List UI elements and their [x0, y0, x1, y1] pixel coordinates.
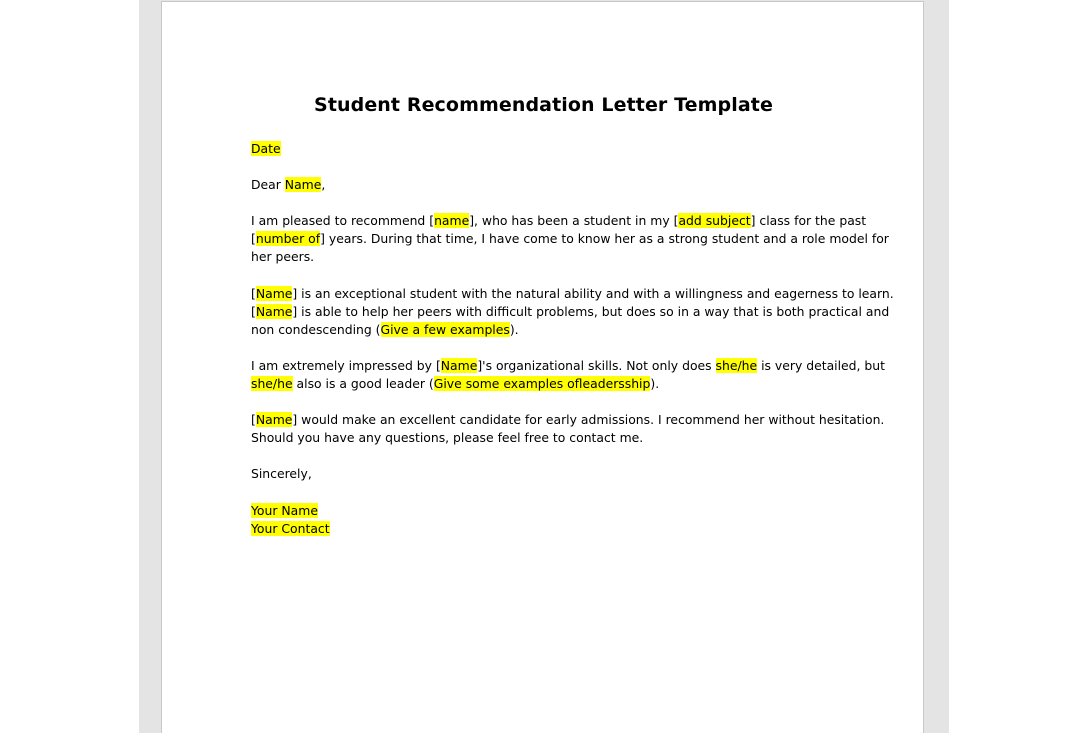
text-segment: also is a good leader ( [292, 376, 434, 391]
text-segment: is very detailed, but [757, 358, 886, 373]
paragraph-1-line-3 [251, 248, 314, 266]
paragraph-4-line-1 [251, 411, 884, 429]
paragraph-3-line-2 [251, 375, 659, 393]
years-placeholder: number of [255, 231, 321, 246]
paragraph-1-line-2 [251, 230, 889, 248]
signature-contact-line [251, 520, 330, 538]
text-segment: [ [251, 231, 256, 246]
student-name-placeholder: Name [255, 412, 293, 427]
salutation-line [251, 176, 325, 194]
salutation-prefix: Dear [251, 177, 285, 192]
text-segment: [ [251, 286, 256, 301]
text-segment: ). [509, 322, 519, 337]
paragraph-3-line-1 [251, 357, 885, 375]
student-name-placeholder: Name [255, 304, 293, 319]
leadership-examples-placeholder: Give some examples ofleadersship [433, 376, 651, 391]
text-segment: I am pleased to recommend [ [251, 213, 435, 228]
date-placeholder: Date [251, 141, 281, 156]
paragraph-4-line-2 [251, 429, 643, 447]
paragraph-1-line-1 [251, 212, 866, 230]
examples-placeholder: Give a few examples [380, 322, 510, 337]
paragraph-2-line-2 [251, 303, 889, 321]
text-segment: I am extremely impressed by [ [251, 358, 441, 373]
salutation-suffix: , [321, 177, 326, 192]
text-segment: [ [251, 412, 256, 427]
text-segment: [ [251, 304, 256, 319]
document-page[interactable] [161, 1, 924, 733]
text-segment: ] would make an excellent candidate for early admissions. I recommend her without hesitation. [292, 412, 885, 427]
text-segment: ], who has been a student in my [ [469, 213, 679, 228]
text-segment: non condescending ( [251, 322, 381, 337]
text-segment: ] years. During that time, I have come to know her as a strong student and a role model for [320, 231, 889, 246]
text-segment: ]'s organizational skills. Not only does [477, 358, 716, 373]
student-name-placeholder: Name [440, 358, 478, 373]
text-segment: ). [650, 376, 660, 391]
student-name-placeholder: Name [255, 286, 293, 301]
text-segment: ] class for the past [750, 213, 867, 228]
text-segment: her peers. [251, 249, 315, 264]
page-title: Student Recommendation Letter Template [314, 94, 773, 116]
subject-placeholder: add subject [678, 213, 751, 228]
salutation-name-placeholder: Name [284, 177, 322, 192]
student-name-placeholder: name [434, 213, 470, 228]
signature-contact-placeholder: Your Contact [251, 521, 330, 536]
paragraph-2-line-3 [251, 321, 519, 339]
text-segment: ] is able to help her peers with difficult problems, but does so in a way that is both practical and [292, 304, 890, 319]
pronoun-placeholder: she/he [251, 376, 293, 391]
text-segment: Should you have any questions, please feel free to contact me. [251, 430, 644, 445]
closing-line: Sincerely, [251, 466, 312, 481]
paragraph-2-line-1 [251, 285, 894, 303]
signature-name-line [251, 502, 318, 520]
pronoun-placeholder: she/he [715, 358, 758, 373]
signature-name-placeholder: Your Name [251, 503, 318, 518]
date-line [251, 140, 281, 158]
text-segment: ] is an exceptional student with the natural ability and with a willingness and eagerness to learn. [292, 286, 894, 301]
